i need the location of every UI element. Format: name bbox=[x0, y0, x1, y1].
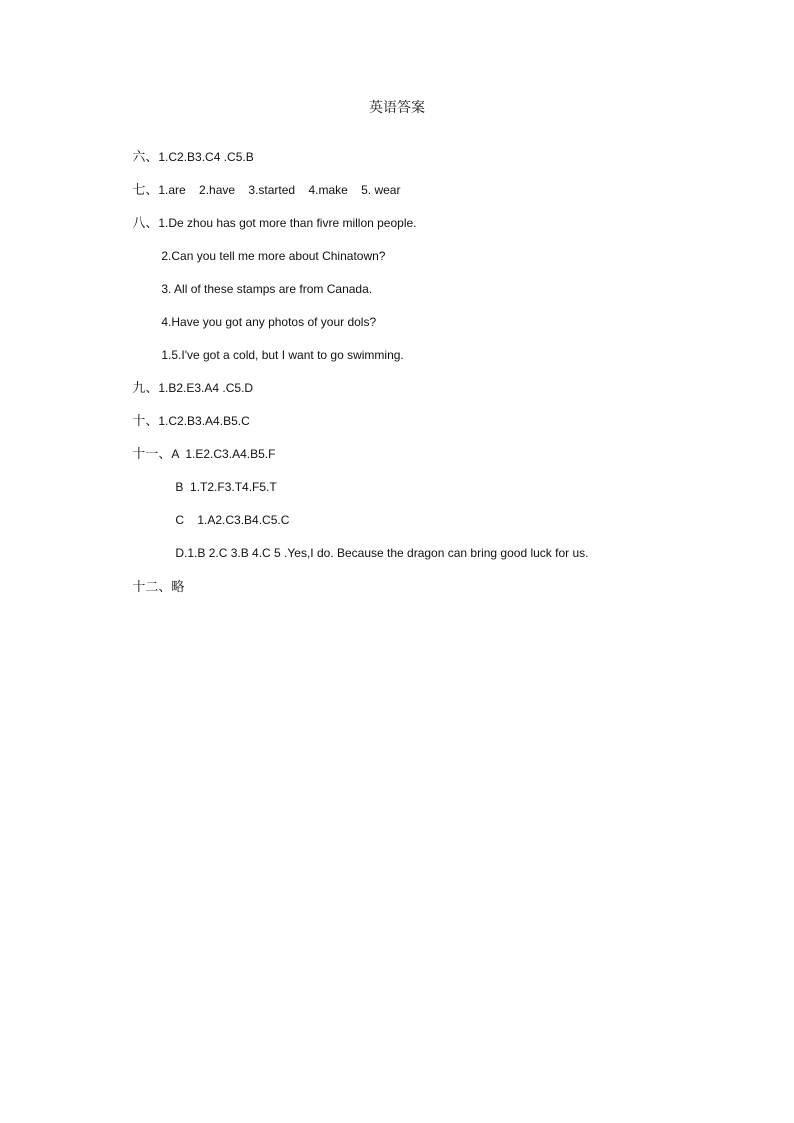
answer-text: 1.C2.B3.C4 .C5.B bbox=[158, 150, 254, 164]
answer-text: 1.De zhou has got more than fivre millon people. bbox=[158, 216, 417, 230]
section-number: 十、 bbox=[132, 414, 159, 429]
answer-text: 2.Can you tell me more about Chinatown? bbox=[161, 249, 386, 263]
section-number: 七、 bbox=[132, 183, 159, 198]
answer-text: 1.C2.B3.A4.B5.C bbox=[158, 414, 250, 428]
section-12-line bbox=[119, 563, 184, 612]
section-number: 十一、 bbox=[132, 447, 172, 462]
answer-text: B 1.T2.F3.T4.F5.T bbox=[175, 480, 277, 494]
answer-text: A 1.E2.C3.A4.B5.F bbox=[171, 447, 276, 461]
section-number: 十二、 bbox=[132, 580, 172, 595]
answer-text: 1.B2.E3.A4 .C5.D bbox=[158, 381, 254, 395]
section-number: 九、 bbox=[132, 381, 159, 396]
answer-text: 3. All of these stamps are from Canada. bbox=[161, 282, 373, 296]
section-11-part-d bbox=[162, 529, 588, 577]
page-title: 英语答案 bbox=[369, 100, 425, 116]
answer-text: D.1.B 2.C 3.B 4.C 5 .Yes,I do. Because the dragon can bring good luck for us. bbox=[175, 546, 589, 560]
answer-text: 1.are 2.have 3.started 4.make 5. wear bbox=[158, 183, 401, 197]
answer-text: 略 bbox=[171, 580, 185, 595]
answer-text: 4.Have you got any photos of your dols? bbox=[161, 315, 377, 329]
section-number: 八、 bbox=[132, 216, 159, 231]
answer-text: C 1.A2.C3.B4.C5.C bbox=[175, 513, 290, 527]
answer-text: 1.5.I've got a cold, but I want to go swimming. bbox=[161, 348, 404, 362]
section-number: 六、 bbox=[132, 150, 159, 165]
